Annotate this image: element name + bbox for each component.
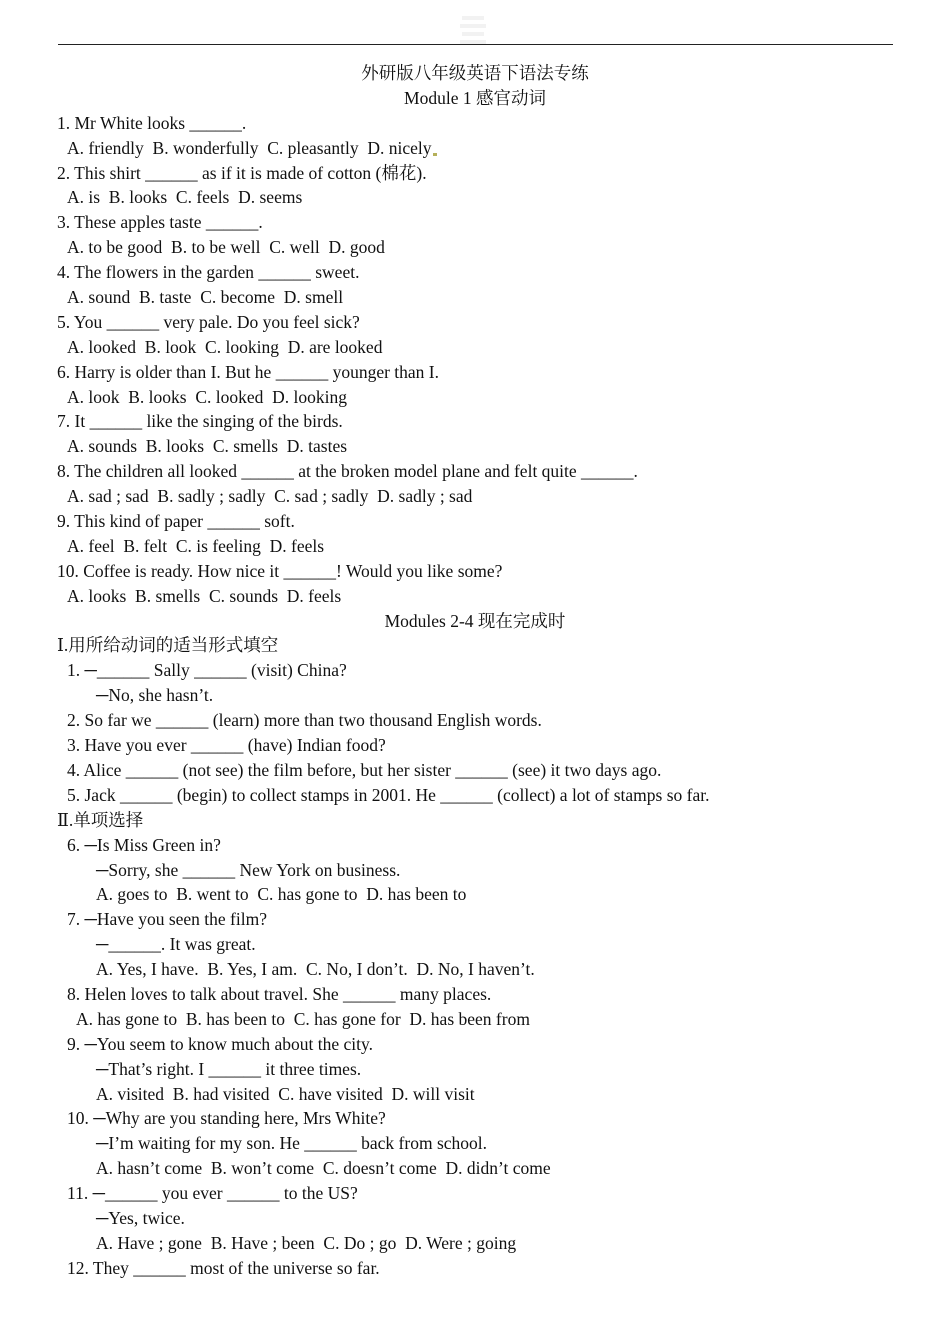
question <box>0 210 950 235</box>
part-heading <box>0 808 950 833</box>
options-text: A. Have ; gone B. Have ; been C. Do ; go D. Were ; going <box>96 1232 517 1253</box>
part-heading-text: Ⅱ.单项选择 <box>57 809 144 830</box>
question <box>0 708 950 733</box>
question <box>0 360 950 385</box>
question <box>0 783 950 808</box>
question <box>0 111 950 136</box>
question-text: 7. ─Have you seen the film? <box>67 909 267 930</box>
options-text: A. sad ; sad B. sadly ; sadly C. sad ; sadly D. sadly ; sad <box>67 486 473 507</box>
options-text: A. looks B. smells C. sounds D. feels <box>67 585 342 606</box>
dialogue-line <box>0 858 950 883</box>
question-text: 5. Jack ______ (begin) to collect stamps in 2001. He ______ (collect) a lot of stamps so far. <box>67 784 710 805</box>
question <box>0 161 950 186</box>
options <box>0 1231 950 1256</box>
document-body <box>0 61 950 1281</box>
question-text: 7. It ______ like the singing of the birds. <box>57 411 343 432</box>
options <box>0 584 950 609</box>
question <box>0 509 950 534</box>
options-text: A. sounds B. looks C. smells D. tastes <box>67 436 348 457</box>
question-text: 5. You ______ very pale. Do you feel sick? <box>57 311 360 332</box>
options-text: A. is B. looks C. feels D. seems <box>67 187 303 208</box>
section-heading-text: Module 1 感官动词 <box>404 87 546 108</box>
section-heading <box>0 86 950 111</box>
options <box>0 1007 950 1032</box>
question-text: 2. So far we ______ (learn) more than two thousand English words. <box>67 710 542 731</box>
page-title-text: 外研版八年级英语下语法专练 <box>361 63 589 83</box>
options <box>0 335 950 360</box>
options <box>0 235 950 260</box>
question-text: 8. The children all looked ______ at the broken model plane and felt quite ______. <box>57 461 638 482</box>
part-heading <box>0 633 950 658</box>
section-heading-text: Modules 2-4 现在完成时 <box>384 610 566 631</box>
options-text: A. visited B. had visited C. have visited D. will visit <box>96 1083 475 1104</box>
question <box>0 459 950 484</box>
options <box>0 136 950 161</box>
question <box>0 260 950 285</box>
question-text: 6. ─Is Miss Green in? <box>67 834 221 855</box>
dialogue-line <box>0 1206 950 1231</box>
options-text: A. look B. looks C. looked D. looking <box>67 386 348 407</box>
dialogue-line-text: ─______. It was great. <box>96 934 256 955</box>
part-heading-text: Ⅰ.用所给动词的适当形式填空 <box>57 635 279 656</box>
dialogue-line-text: ─I’m waiting for my son. He ______ back from school. <box>96 1133 488 1154</box>
options-text: A. sound B. taste C. become D. smell <box>67 287 344 308</box>
options <box>0 1156 950 1181</box>
question-text: 10. ─Why are you standing here, Mrs White? <box>67 1108 386 1129</box>
options <box>0 957 950 982</box>
options-text: A. looked B. look C. looking D. are looked <box>67 336 383 357</box>
options <box>0 434 950 459</box>
dialogue-line <box>0 1131 950 1156</box>
dialogue-line-text: ─Yes, twice. <box>96 1207 185 1228</box>
question <box>0 310 950 335</box>
dialogue-line <box>0 683 950 708</box>
question <box>0 982 950 1007</box>
edit-mark-icon <box>433 153 437 156</box>
question <box>0 1181 950 1206</box>
question-text: 1. Mr White looks ______. <box>57 112 247 133</box>
question-text: 2. This shirt ______ as if it is made of cotton (棉花). <box>57 162 427 183</box>
options-text: A. hasn’t come B. won’t come C. doesn’t come D. didn’t come <box>96 1158 551 1179</box>
question <box>0 833 950 858</box>
question-text: 3. These apples taste ______. <box>57 212 263 233</box>
question <box>0 559 950 584</box>
question-text: 4. The flowers in the garden ______ sweet. <box>57 262 360 283</box>
section-heading <box>0 609 950 634</box>
options <box>0 385 950 410</box>
dialogue-line <box>0 1057 950 1082</box>
question-text: 10. Coffee is ready. How nice it ______! Would you like some? <box>57 560 503 581</box>
question-text: 9. This kind of paper ______ soft. <box>57 511 295 532</box>
question <box>0 1106 950 1131</box>
options <box>0 484 950 509</box>
question-text: 3. Have you ever ______ (have) Indian food? <box>67 735 386 756</box>
options <box>0 285 950 310</box>
question <box>0 658 950 683</box>
options-text: A. feel B. felt C. is feeling D. feels <box>67 535 325 556</box>
question <box>0 409 950 434</box>
options <box>0 1082 950 1107</box>
options <box>0 185 950 210</box>
options-text: A. to be good B. to be well C. well D. good <box>67 237 385 258</box>
question-text: 12. They ______ most of the universe so far. <box>67 1257 380 1278</box>
question <box>0 733 950 758</box>
question-text: 6. Harry is older than I. But he ______ younger than I. <box>57 361 440 382</box>
dialogue-line-text: ─Sorry, she ______ New York on business. <box>96 859 401 880</box>
question <box>0 1032 950 1057</box>
question-text: 4. Alice ______ (not see) the film before, but her sister ______ (see) it two days ago. <box>67 759 662 780</box>
dialogue-line <box>0 932 950 957</box>
options-text: A. friendly B. wonderfully C. pleasantly D. nicely <box>67 137 432 158</box>
question-text: 1. ─______ Sally ______ (visit) China? <box>67 660 347 681</box>
options-text: A. has gone to B. has been to C. has gone for D. has been from <box>76 1008 530 1029</box>
question-text: 9. ─You seem to know much about the city. <box>67 1033 373 1054</box>
watermark-icon <box>458 14 488 48</box>
options-text: A. goes to B. went to C. has gone to D. has been to <box>96 884 467 905</box>
options <box>0 534 950 559</box>
question-text: 8. Helen loves to talk about travel. She ______ many places. <box>67 983 492 1004</box>
question <box>0 1256 950 1281</box>
question <box>0 907 950 932</box>
question <box>0 758 950 783</box>
dialogue-line-text: ─No, she hasn’t. <box>96 685 214 706</box>
page-title <box>0 61 950 86</box>
options <box>0 882 950 907</box>
dialogue-line-text: ─That’s right. I ______ it three times. <box>96 1058 362 1079</box>
question-text: 11. ─______ you ever ______ to the US? <box>67 1183 358 1204</box>
options-text: A. Yes, I have. B. Yes, I am. C. No, I don’t. D. No, I haven’t. <box>96 959 535 980</box>
